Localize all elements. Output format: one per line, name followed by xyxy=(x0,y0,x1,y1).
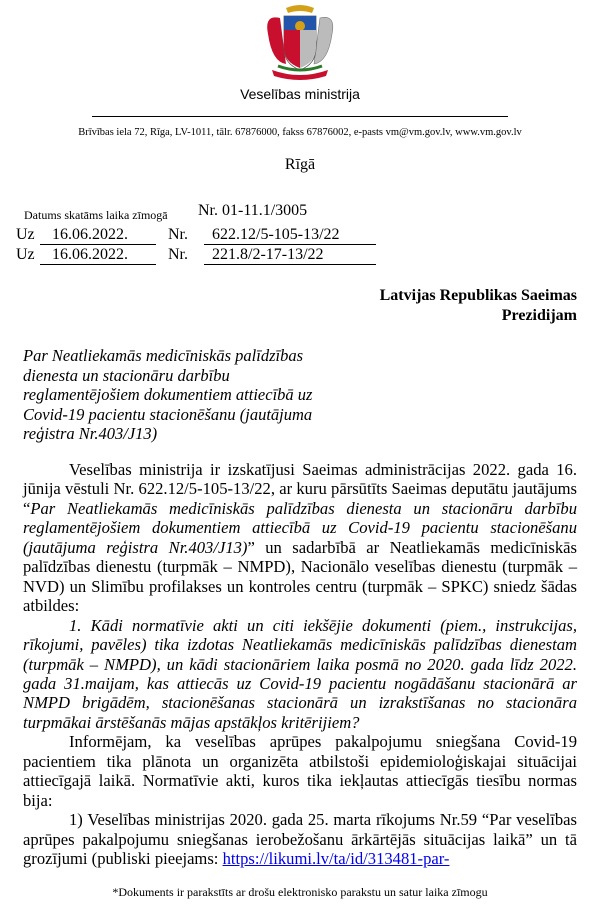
recipient-line: Prezidijam xyxy=(501,306,577,324)
document-number: Nr. 01-11.1/3005 xyxy=(198,202,308,219)
nr-label: Nr. xyxy=(168,246,188,263)
text: Veselības ministrija ir izskatījusi Saeimas administrācijas 2022. gada 16. jūnija vēstuli Nr. 622.12/5-105-13/22, ar kuru pārsūtīts Saeimas deputātu jautājums “ xyxy=(23,460,577,518)
question-text: 1. Kādi normatīvie akti un citi iekšējie dokumenti (piem., instrukcijas, rīkojumi, pavēles) tika izdotas Neatliekamās medicīniskās palīdzības dienestam (turpmāk – NMPD), un kādi stacionāriem laika posmā no 2020. gada līdz 2022. gada 31.maijam, kas attiecās uz Covid-19 pacientu nogādāšanu stacionārā ar NMPD brigādēm, stacionēšanas stacionārā un izrakstīšanas no stacionāra turpmākai ārstēšanās mājas apstākļos kritērijiem? xyxy=(23,615,577,732)
likumi-link[interactable]: https://likumi.lv/ta/id/313481-par- xyxy=(222,849,450,869)
header-divider xyxy=(92,116,508,117)
letter-body xyxy=(23,460,577,869)
coat-of-arms-logo xyxy=(262,4,338,82)
ministry-address: Brīvības iela 72, Rīga, LV-1011, tālr. 67876000, fakss 67876002, e-pasts vm@vm.gov.lv, www.vm.gov.lv xyxy=(78,127,522,138)
griffin-supporter xyxy=(314,17,333,64)
quoted-question-title: Par Neatliekamās medicīniskās palīdzības dienesta un stacionāru darbību reglamentējošiem dokumentiem attiecībā uz Covid-19 pacientu stacionēšanu (jautājuma reģistra Nr.403/J13) xyxy=(23,498,577,557)
recipient-line: Latvijas Republikas Saeimas xyxy=(379,287,577,304)
reference-date: 16.06.2022. xyxy=(40,246,156,265)
paragraph xyxy=(23,810,577,868)
reference-date: 16.06.2022. xyxy=(40,226,156,245)
date-note: Datums skatāms laika zīmogā xyxy=(24,208,168,222)
signature-note: *Dokuments ir parakstīts ar drošu elektronisko parakstu un satur laika zīmogu xyxy=(112,885,488,899)
uz-label: Uz xyxy=(16,226,35,243)
ministry-name: Veselības ministrija xyxy=(240,86,360,102)
reference-number: 221.8/2-17-13/22 xyxy=(204,246,376,265)
paragraph: Informējam, ka veselības aprūpes pakalpojumu sniegšana Covid-19 pacientiem tika plānota un organizēta atbilstoši epidemioloģiskajai situācijai attiecīgajā laikā. Normatīvie akti, kuros tika iekļautas attiecīgās tiesību normas bija: xyxy=(23,732,577,810)
text: ” un sadarbībā ar Neatliekamās medicīniskās palīdzības dienestu (turpmāk – NMPD), Nacionālo veselības dienestu (turpmāk – NVD) un Slimību profilakses un kontroles centru (turpmāk – SPKC) sniedz šādas atbildes: xyxy=(23,537,577,616)
text: 1) Veselības ministrijas 2020. gada 25. marta rīkojums Nr.59 “Par veselības aprūpes pakalpojumu sniegšanas ierobežošanu ārkārtējās situācijas laikā” un tā grozījumi (publiski pieejams: xyxy=(23,810,577,869)
question-1 xyxy=(23,616,577,733)
nr-label: Nr. xyxy=(168,226,188,243)
recipient xyxy=(380,286,577,325)
uz-label: Uz xyxy=(16,246,35,263)
reference-number: 622.12/5-105-13/22 xyxy=(204,226,376,245)
city: Rīgā xyxy=(284,156,316,173)
lion-supporter xyxy=(267,17,286,64)
letter-subject: Par Neatliekamās medicīniskās palīdzības dienesta un stacionāru darbību reglamentējošiem dokumentiem attiecībā uz Covid-19 pacientu stacionēšanu (jautājuma reģistra Nr.403/J13) xyxy=(23,346,313,443)
paragraph xyxy=(23,460,577,616)
